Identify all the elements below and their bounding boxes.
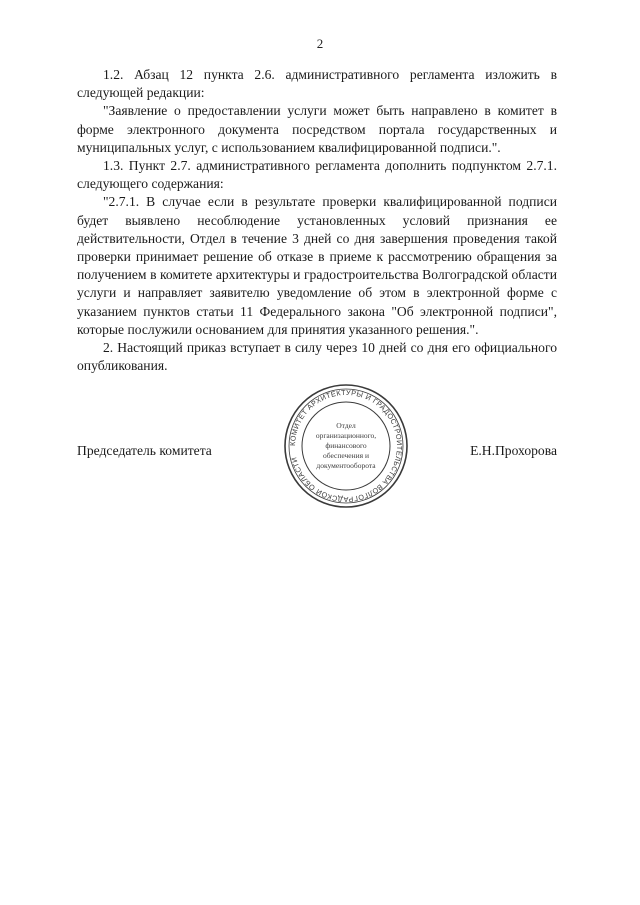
stamp-graphic [282, 382, 410, 510]
page-number: 2 [316, 36, 324, 51]
official-stamp [282, 382, 410, 510]
signatory-name: Е.Н.Прохорова [470, 443, 557, 458]
stamp-ring-text: КОМИТЕТ АРХИТЕКТУРЫ И ГРАДОСТРОИТЕЛЬСТВА ВОЛГОГРАДСКОЙ ОБЛАСТИ [287, 387, 405, 505]
document-body [77, 66, 557, 375]
stamp-center-line-5: документооборота [316, 461, 376, 470]
paragraph-quote-2: "2.7.1. В случае если в результате проверки квалифицированной подписи будет выявлено несоблюдение установленных условий признания ее действительности, Отдел в течение 3 дней со дня завершения проведения такой проверки принимает решение об отказе в приеме к рассмотрению обращения за получением в комитете архитектуры и градостроительства Волгоградской области услуги и направляет заявителю уведомление об этом в электронной форме с указанием пунктов статьи 11 Федерального закона "Об электронной подписи", которые послужили основанием для принятия указанного решения.". [77, 194, 557, 337]
paragraph-1-3: 1.3. Пункт 2.7. административного регламента дополнить подпунктом 2.7.1. следующего содержания: [77, 158, 557, 192]
stamp-center-line-3: финансового [325, 441, 367, 450]
paragraph-2: 2. Настоящий приказ вступает в силу через 10 дней со дня его официального опубликования. [77, 340, 557, 374]
paragraph-quote-1: "Заявление о предоставлении услуги может быть направлено в комитет в форме электронного документа посредством портала государственных и муниципальных услуг, с использованием квалифицированной подписи.". [77, 103, 557, 155]
signatory-position: Председатель комитета [77, 443, 212, 458]
paragraph-1-2: 1.2. Абзац 12 пункта 2.6. административного регламента изложить в следующей редакции: [77, 67, 557, 101]
stamp-center-line-4: обеспечения и [323, 451, 369, 460]
stamp-center-line-2: организационного, [315, 431, 377, 440]
stamp-center-line-1: Отдел [336, 421, 356, 430]
